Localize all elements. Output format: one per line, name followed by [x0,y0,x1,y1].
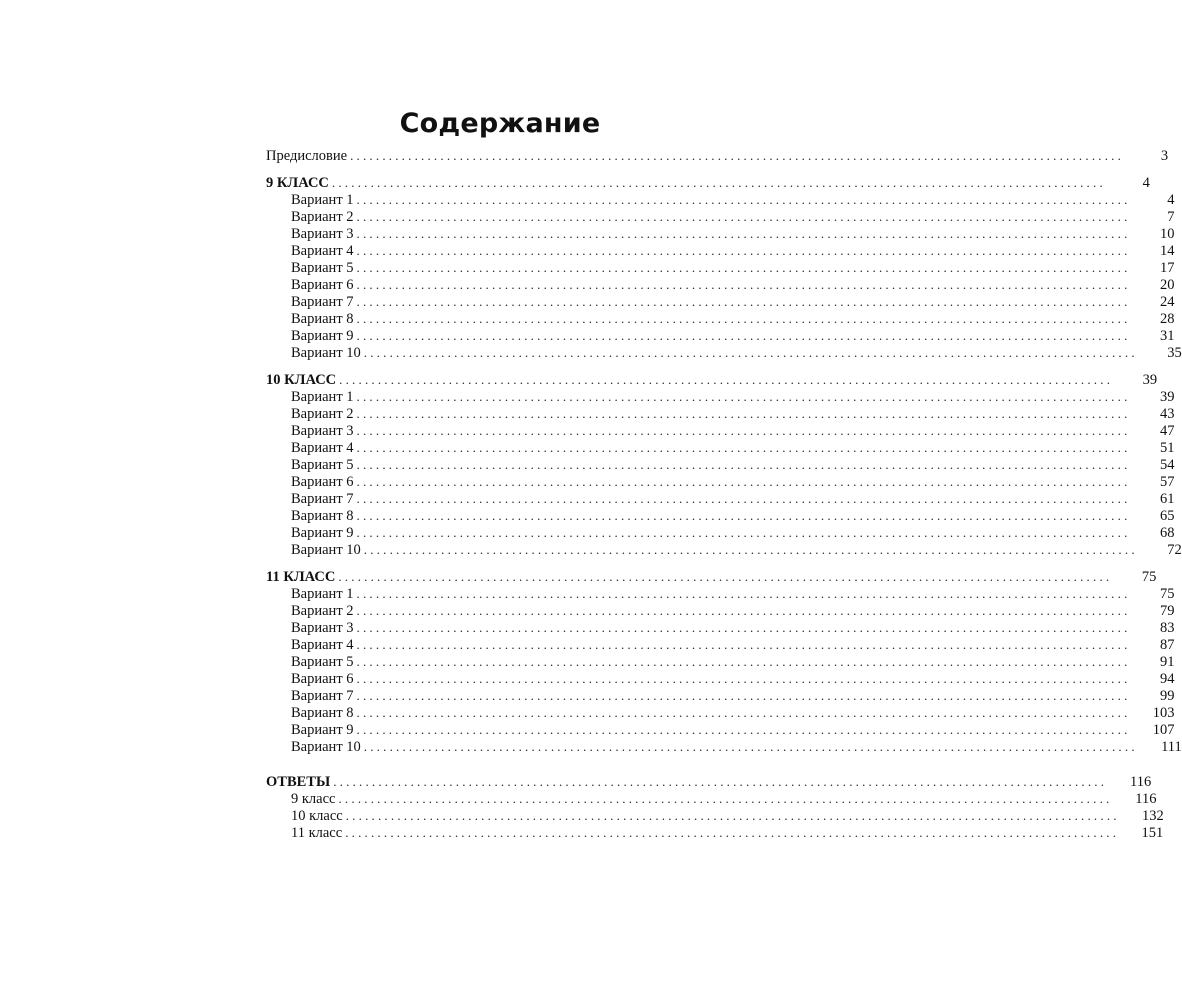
toc-page-number: 61 [1160,491,1175,507]
toc-dot-leader: ........................................................................................................................ [356,277,1131,292]
toc-dot-leader: ........................................................................................................................ [345,808,1120,823]
toc-dot-leader: ........................................................................................................................ [356,192,1131,207]
toc-page-number: 14 [1160,243,1175,259]
toc-subentry [266,524,1175,541]
toc-entry-label: Вариант 3 [291,620,354,636]
toc-entry-label: Вариант 5 [291,654,354,670]
toc-page-number: 4 [1142,175,1150,191]
toc-dot-leader: ........................................................................................................................ [356,688,1131,703]
toc-page-number: 24 [1160,294,1175,310]
toc-entry-label: Предисловие [266,148,348,164]
toc-subentry [266,327,1175,344]
toc-page-number: 83 [1160,620,1175,636]
toc-entry-label: Вариант 6 [291,671,354,687]
toc-page-number: 57 [1160,474,1175,490]
toc-entry-label: Вариант 1 [291,586,354,602]
toc-dot-leader: ........................................................................................................................ [356,637,1131,652]
toc-dot-leader: ........................................................................................................................ [356,209,1131,224]
toc-subentry [266,670,1175,687]
toc-page-number: 75 [1141,569,1157,585]
toc-entry-label: Вариант 2 [291,603,354,619]
toc-dot-leader: ........................................................................................................................ [363,739,1138,754]
toc-page-number: 79 [1160,603,1175,619]
table-of-contents [266,147,1182,841]
toc-page-number: 68 [1160,525,1175,541]
toc-dot-leader: ........................................................................................................................ [331,175,1106,190]
toc-page-number: 47 [1160,423,1175,439]
toc-entry-label: Вариант 2 [291,209,354,225]
toc-entry [266,568,1157,585]
toc-dot-leader: ........................................................................................................................ [356,474,1131,489]
toc-subentry [266,344,1182,361]
toc-subentry [266,704,1175,721]
toc-dot-leader: ........................................................................................................................ [356,525,1131,540]
toc-subentry [266,242,1175,259]
toc-page-number: 39 [1160,389,1175,405]
toc-page-number: 75 [1160,586,1175,602]
toc-subentry [266,807,1164,824]
toc-entry-label: Вариант 2 [291,406,354,422]
toc-page-number: 103 [1152,705,1175,721]
toc-entry-label: Вариант 8 [291,508,354,524]
toc-entry-label: Вариант 9 [291,722,354,738]
toc-dot-leader: ........................................................................................................................ [356,311,1131,326]
toc-page-number: 99 [1160,688,1175,704]
toc-dot-leader: ........................................................................................................................ [356,722,1131,737]
toc-dot-leader: ........................................................................................................................ [356,705,1131,720]
toc-entry-label: Вариант 10 [291,739,361,755]
toc-entry [266,174,1150,191]
toc-entry-label: Вариант 8 [291,705,354,721]
toc-dot-leader: ........................................................................................................................ [356,603,1131,618]
toc-page-number: 20 [1160,277,1175,293]
toc-subentry [266,259,1175,276]
toc-page-number: 132 [1141,808,1164,824]
toc-entry-label: Вариант 5 [291,260,354,276]
toc-entry [266,147,1169,164]
toc-subentry [266,721,1175,738]
toc-subentry [266,310,1175,327]
toc-dot-leader: ........................................................................................................................ [356,389,1131,404]
toc-dot-leader: ........................................................................................................................ [333,774,1108,789]
toc-subentry [266,422,1175,439]
toc-subentry [266,388,1175,405]
toc-page-number: 87 [1160,637,1175,653]
toc-dot-leader: ........................................................................................................................ [356,671,1131,686]
toc-subentry [266,456,1175,473]
toc-entry-label: 11 КЛАСС [266,569,336,585]
toc-subentry [266,636,1175,653]
toc-entry-label: Вариант 9 [291,525,354,541]
toc-entry-label: 10 класс [291,808,343,824]
toc-entry-label: Вариант 4 [291,637,354,653]
toc-entry-label: Вариант 1 [291,389,354,405]
toc-subentry [266,439,1175,456]
toc-entry-label: Вариант 7 [291,294,354,310]
toc-dot-leader: ........................................................................................................................ [356,226,1131,241]
toc-dot-leader: ........................................................................................................................ [338,569,1113,584]
toc-page-number: 51 [1160,440,1175,456]
toc-entry-label: Вариант 7 [291,491,354,507]
toc-page-number: 54 [1160,457,1175,473]
toc-subentry [266,687,1175,704]
toc-subentry [266,585,1175,602]
toc-subentry [266,405,1175,422]
toc-subentry [266,619,1175,636]
toc-dot-leader: ........................................................................................................................ [356,294,1131,309]
toc-entry-label: Вариант 3 [291,423,354,439]
toc-page-number: 17 [1160,260,1175,276]
toc-subentry [266,602,1175,619]
toc-page-number: 7 [1167,209,1175,225]
toc-dot-leader: ........................................................................................................................ [356,457,1131,472]
toc-entry-label: Вариант 7 [291,688,354,704]
toc-page-number: 3 [1160,148,1169,164]
toc-page-number: 39 [1142,372,1158,388]
toc-subentry [266,541,1182,558]
toc-subentry [266,507,1175,524]
toc-page-number: 94 [1160,671,1175,687]
toc-entry [266,371,1158,388]
toc-page-number: 35 [1167,345,1182,361]
toc-entry-label: Вариант 6 [291,277,354,293]
toc-subentry [266,824,1164,841]
toc-page-number: 107 [1152,722,1175,738]
toc-page-number: 10 [1160,226,1175,242]
toc-page-number: 43 [1160,406,1175,422]
toc-dot-leader: ........................................................................................................................ [356,406,1131,421]
toc-page-number: 111 [1161,739,1182,755]
toc-entry-label: 9 КЛАСС [266,175,329,191]
toc-page-number: 28 [1160,311,1175,327]
toc-entry-label: Вариант 10 [291,345,361,361]
toc-subentry [266,490,1175,507]
toc-page-number: 65 [1160,508,1175,524]
toc-dot-leader: ........................................................................................................................ [345,825,1120,840]
toc-dot-leader: ........................................................................................................................ [356,508,1131,523]
page-title: Содержание [399,108,601,139]
toc-entry-label: Вариант 5 [291,457,354,473]
toc-subentry [266,653,1175,670]
toc-page-number: 116 [1135,791,1157,807]
toc-dot-leader: ........................................................................................................................ [350,148,1125,163]
toc-entry-label: Вариант 10 [291,542,361,558]
toc-entry-label: Вариант 6 [291,474,354,490]
toc-entry-label: 11 класс [291,825,343,841]
toc-page-number: 116 [1129,774,1152,790]
toc-subentry [266,225,1175,242]
toc-dot-leader: ........................................................................................................................ [363,542,1138,557]
toc-dot-leader: ........................................................................................................................ [356,243,1131,258]
toc-dot-leader: ........................................................................................................................ [356,586,1131,601]
toc-dot-leader: ........................................................................................................................ [356,260,1131,275]
toc-subentry [266,208,1175,225]
toc-dot-leader: ........................................................................................................................ [363,345,1138,360]
toc-page-number: 31 [1160,328,1175,344]
toc-page-number: 72 [1167,542,1182,558]
toc-dot-leader: ........................................................................................................................ [356,328,1131,343]
toc-entry-label: 10 КЛАСС [266,372,337,388]
toc-entry [266,773,1152,790]
toc-dot-leader: ........................................................................................................................ [338,791,1113,806]
toc-dot-leader: ........................................................................................................................ [356,491,1131,506]
toc-subentry [266,738,1182,755]
toc-entry-label: Вариант 9 [291,328,354,344]
toc-dot-leader: ........................................................................................................................ [356,654,1131,669]
toc-dot-leader: ........................................................................................................................ [356,440,1131,455]
toc-entry-label: Вариант 4 [291,243,354,259]
toc-subentry [266,790,1157,807]
toc-subentry [266,473,1175,490]
toc-entry-label: Вариант 4 [291,440,354,456]
toc-subentry [266,276,1175,293]
toc-dot-leader: ........................................................................................................................ [339,372,1114,387]
toc-dot-leader: ........................................................................................................................ [356,423,1131,438]
toc-page-number: 151 [1141,825,1164,841]
toc-subentry [266,191,1175,208]
toc-page-number: 4 [1167,192,1175,208]
toc-entry-label: ОТВЕТЫ [266,774,331,790]
toc-subentry [266,293,1175,310]
toc-dot-leader: ........................................................................................................................ [356,620,1131,635]
toc-entry-label: 9 класс [291,791,336,807]
toc-entry-label: Вариант 8 [291,311,354,327]
toc-entry-label: Вариант 1 [291,192,354,208]
toc-page-number: 91 [1160,654,1175,670]
toc-entry-label: Вариант 3 [291,226,354,242]
